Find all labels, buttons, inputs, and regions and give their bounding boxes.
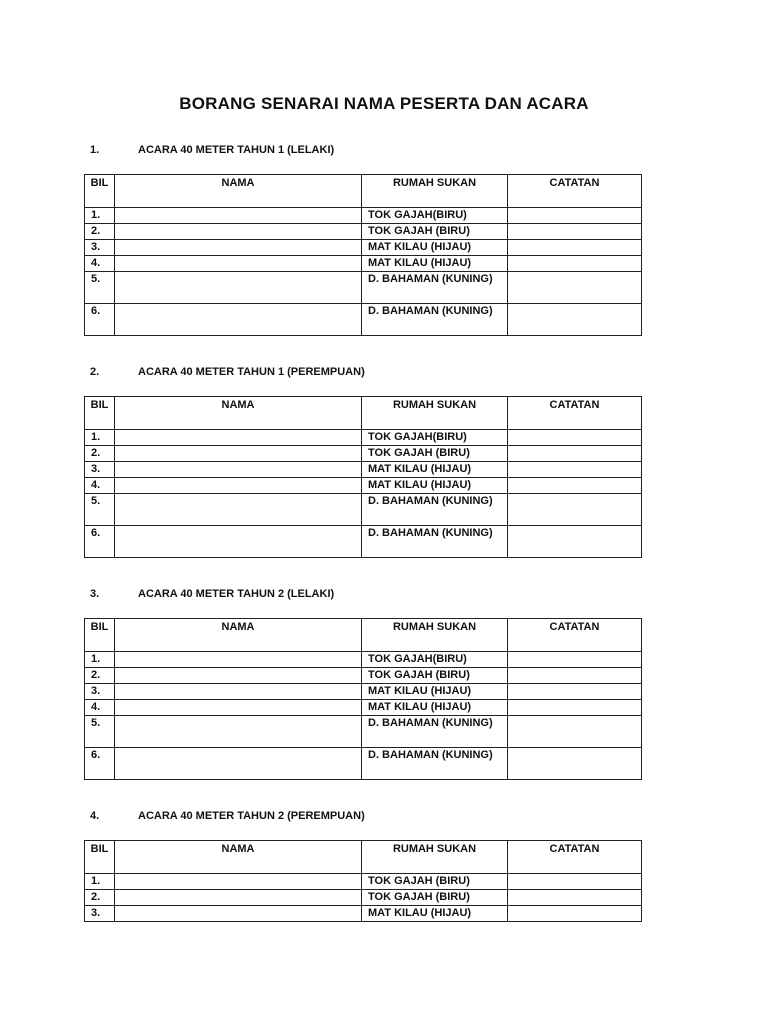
table-header-row — [85, 841, 642, 874]
nama-cell[interactable] — [115, 224, 362, 240]
participant-table — [84, 174, 642, 336]
table-row — [85, 240, 642, 256]
catatan-cell[interactable] — [508, 748, 642, 780]
bil-cell: 4. — [85, 700, 115, 716]
nama-cell[interactable] — [115, 748, 362, 780]
rumah-sukan-cell: D. BAHAMAN (KUNING) — [362, 716, 508, 748]
table-row — [85, 208, 642, 224]
bil-cell: 6. — [85, 748, 115, 780]
rumah-sukan-cell: D. BAHAMAN (KUNING) — [362, 304, 508, 336]
participant-table — [84, 618, 642, 780]
nama-cell[interactable] — [115, 668, 362, 684]
event-section — [84, 144, 641, 317]
bil-cell: 4. — [85, 478, 115, 494]
column-header-bil: BIL — [85, 175, 115, 208]
participant-table — [84, 396, 642, 558]
section-title: ACARA 40 METER TAHUN 1 (PEREMPUAN) — [138, 366, 365, 378]
table-row — [85, 748, 642, 780]
table-row — [85, 304, 642, 336]
section-title: ACARA 40 METER TAHUN 2 (LELAKI) — [138, 588, 335, 600]
rumah-sukan-cell: TOK GAJAH (BIRU) — [362, 224, 508, 240]
catatan-cell[interactable] — [508, 446, 642, 462]
nama-cell[interactable] — [115, 208, 362, 224]
nama-cell[interactable] — [115, 906, 362, 922]
table-row — [85, 668, 642, 684]
column-header-rumah-sukan: RUMAH SUKAN — [362, 175, 508, 208]
nama-cell[interactable] — [115, 700, 362, 716]
column-header-bil: BIL — [85, 841, 115, 874]
bil-cell: 1. — [85, 874, 115, 890]
nama-cell[interactable] — [115, 256, 362, 272]
catatan-cell[interactable] — [508, 494, 642, 526]
table-row — [85, 526, 642, 558]
nama-cell[interactable] — [115, 684, 362, 700]
rumah-sukan-cell: MAT KILAU (HIJAU) — [362, 240, 508, 256]
catatan-cell[interactable] — [508, 716, 642, 748]
catatan-cell[interactable] — [508, 700, 642, 716]
section-number: 1. — [90, 144, 100, 156]
bil-cell: 1. — [85, 430, 115, 446]
table-row — [85, 446, 642, 462]
rumah-sukan-cell: TOK GAJAH (BIRU) — [362, 874, 508, 890]
rumah-sukan-cell: MAT KILAU (HIJAU) — [362, 462, 508, 478]
bil-cell: 4. — [85, 256, 115, 272]
rumah-sukan-cell: TOK GAJAH (BIRU) — [362, 668, 508, 684]
catatan-cell[interactable] — [508, 874, 642, 890]
catatan-cell[interactable] — [508, 906, 642, 922]
catatan-cell[interactable] — [508, 272, 642, 304]
column-header-catatan: CATATAN — [508, 619, 642, 652]
participant-table — [84, 840, 642, 922]
bil-cell: 2. — [85, 224, 115, 240]
table-row — [85, 874, 642, 890]
section-heading — [84, 366, 641, 386]
catatan-cell[interactable] — [508, 684, 642, 700]
bil-cell: 6. — [85, 526, 115, 558]
section-title: ACARA 40 METER TAHUN 2 (PEREMPUAN) — [138, 810, 365, 822]
event-section — [84, 366, 641, 539]
nama-cell[interactable] — [115, 446, 362, 462]
table-header-row — [85, 397, 642, 430]
catatan-cell[interactable] — [508, 478, 642, 494]
table-row — [85, 700, 642, 716]
column-header-nama: NAMA — [115, 397, 362, 430]
nama-cell[interactable] — [115, 304, 362, 336]
column-header-bil: BIL — [85, 397, 115, 430]
catatan-cell[interactable] — [508, 208, 642, 224]
rumah-sukan-cell: MAT KILAU (HIJAU) — [362, 478, 508, 494]
catatan-cell[interactable] — [508, 890, 642, 906]
rumah-sukan-cell: MAT KILAU (HIJAU) — [362, 684, 508, 700]
catatan-cell[interactable] — [508, 256, 642, 272]
column-header-nama: NAMA — [115, 619, 362, 652]
column-header-rumah-sukan: RUMAH SUKAN — [362, 619, 508, 652]
table-row — [85, 684, 642, 700]
rumah-sukan-cell: TOK GAJAH (BIRU) — [362, 446, 508, 462]
column-header-catatan: CATATAN — [508, 397, 642, 430]
bil-cell: 3. — [85, 240, 115, 256]
catatan-cell[interactable] — [508, 304, 642, 336]
catatan-cell[interactable] — [508, 668, 642, 684]
page-title: BORANG SENARAI NAMA PESERTA DAN ACARA — [179, 94, 589, 113]
bil-cell: 5. — [85, 272, 115, 304]
bil-cell: 2. — [85, 446, 115, 462]
column-header-catatan: CATATAN — [508, 175, 642, 208]
catatan-cell[interactable] — [508, 462, 642, 478]
column-header-bil: BIL — [85, 619, 115, 652]
rumah-sukan-cell: TOK GAJAH(BIRU) — [362, 430, 508, 446]
bil-cell: 6. — [85, 304, 115, 336]
nama-cell[interactable] — [115, 240, 362, 256]
column-header-catatan: CATATAN — [508, 841, 642, 874]
event-section — [84, 588, 641, 761]
column-header-nama: NAMA — [115, 841, 362, 874]
section-number: 2. — [90, 366, 100, 378]
nama-cell[interactable] — [115, 874, 362, 890]
bil-cell: 1. — [85, 652, 115, 668]
table-row — [85, 478, 642, 494]
rumah-sukan-cell: D. BAHAMAN (KUNING) — [362, 494, 508, 526]
table-row — [85, 652, 642, 668]
nama-cell[interactable] — [115, 494, 362, 526]
bil-cell: 5. — [85, 494, 115, 526]
rumah-sukan-cell: D. BAHAMAN (KUNING) — [362, 272, 508, 304]
table-row — [85, 716, 642, 748]
bil-cell: 3. — [85, 684, 115, 700]
section-title: ACARA 40 METER TAHUN 1 (LELAKI) — [138, 144, 335, 156]
nama-cell[interactable] — [115, 652, 362, 668]
table-row — [85, 430, 642, 446]
section-heading — [84, 588, 641, 608]
bil-cell: 2. — [85, 890, 115, 906]
bil-cell: 5. — [85, 716, 115, 748]
rumah-sukan-cell: D. BAHAMAN (KUNING) — [362, 526, 508, 558]
event-section — [84, 810, 641, 919]
table-row — [85, 906, 642, 922]
nama-cell[interactable] — [115, 890, 362, 906]
column-header-nama: NAMA — [115, 175, 362, 208]
rumah-sukan-cell: TOK GAJAH (BIRU) — [362, 890, 508, 906]
bil-cell: 3. — [85, 906, 115, 922]
table-row — [85, 494, 642, 526]
catatan-cell[interactable] — [508, 224, 642, 240]
rumah-sukan-cell: MAT KILAU (HIJAU) — [362, 700, 508, 716]
table-row — [85, 890, 642, 906]
nama-cell[interactable] — [115, 526, 362, 558]
table-header-row — [85, 619, 642, 652]
rumah-sukan-cell: TOK GAJAH(BIRU) — [362, 208, 508, 224]
catatan-cell[interactable] — [508, 652, 642, 668]
bil-cell: 2. — [85, 668, 115, 684]
column-header-rumah-sukan: RUMAH SUKAN — [362, 397, 508, 430]
bil-cell: 1. — [85, 208, 115, 224]
bil-cell: 3. — [85, 462, 115, 478]
table-row — [85, 224, 642, 240]
section-number: 3. — [90, 588, 100, 600]
catatan-cell[interactable] — [508, 430, 642, 446]
rumah-sukan-cell: MAT KILAU (HIJAU) — [362, 906, 508, 922]
section-number: 4. — [90, 810, 100, 822]
rumah-sukan-cell: D. BAHAMAN (KUNING) — [362, 748, 508, 780]
nama-cell[interactable] — [115, 430, 362, 446]
table-row — [85, 272, 642, 304]
table-row — [85, 256, 642, 272]
catatan-cell[interactable] — [508, 240, 642, 256]
rumah-sukan-cell: TOK GAJAH(BIRU) — [362, 652, 508, 668]
rumah-sukan-cell: MAT KILAU (HIJAU) — [362, 256, 508, 272]
table-row — [85, 462, 642, 478]
nama-cell[interactable] — [115, 462, 362, 478]
nama-cell[interactable] — [115, 716, 362, 748]
section-heading — [84, 144, 641, 164]
section-heading — [84, 810, 641, 830]
nama-cell[interactable] — [115, 272, 362, 304]
column-header-rumah-sukan: RUMAH SUKAN — [362, 841, 508, 874]
nama-cell[interactable] — [115, 478, 362, 494]
catatan-cell[interactable] — [508, 526, 642, 558]
table-header-row — [85, 175, 642, 208]
